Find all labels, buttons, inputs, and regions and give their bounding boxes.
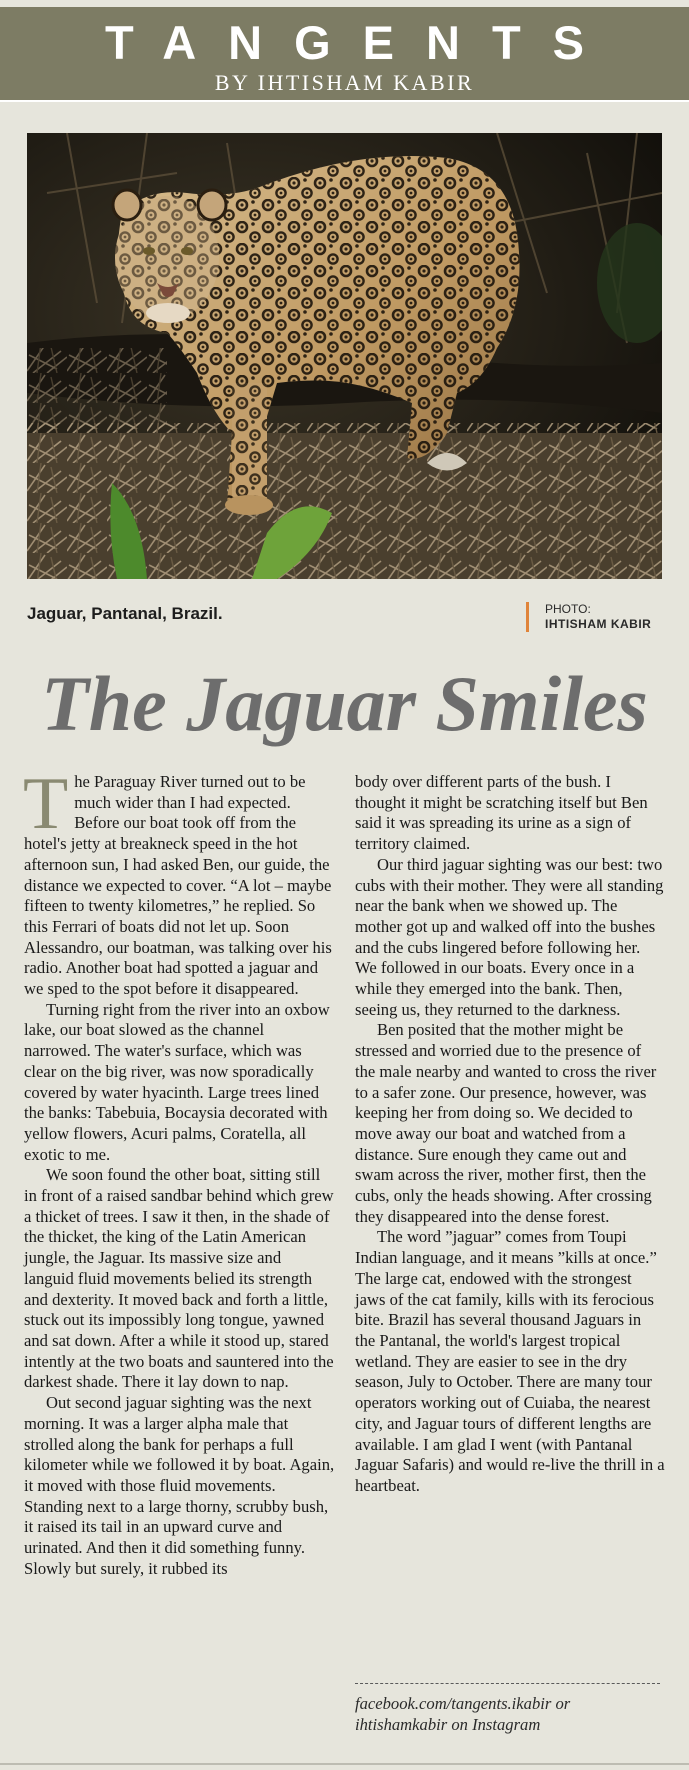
page-bottom-rule <box>0 1763 689 1765</box>
photo-caption: Jaguar, Pantanal, Brazil. <box>27 604 223 623</box>
masthead-divider <box>0 100 689 102</box>
article-column-right <box>355 772 665 1497</box>
footer-divider <box>355 1683 660 1684</box>
masthead <box>0 7 689 100</box>
paragraph: body over different parts of the bush. I thought it might be scratching itself but Ben said it was spreading its urine as a sign of territory claimed. <box>355 772 648 854</box>
photo-credit <box>526 602 651 632</box>
byline: BY IHTISHAM KABIR <box>214 70 475 95</box>
paragraph: Ben posited that the mother might be stressed and worried due to the presence of the male nearby and wanted to cross the river to a safer zone. Our presence, however, was keeping her from doing so. We decided to move away our boat and watched from a distance. Sure enough they came out and swam across the river, mother first, then the cubs, only the heads showing. After crossing they disappeared into the dense forest. <box>355 1020 657 1226</box>
photo-credit-name: IHTISHAM KABIR <box>545 617 652 631</box>
paragraph: The Paraguay River turned out to be much wider than I had expected. Before our boat took off from the hotel's jetty at breakneck speed in the hot afternoon sun, I had asked Ben, our guide, the distance we expected to cover. “A lot – maybe fifteen to twenty kilometres,” he replied. So this Ferrari of boats did not let up. Soon Alessandro, our boatman, was talking over his radio. Another boat had spotted a jaguar and we sped to the spot before it disappeared. <box>23 763 332 999</box>
article-column-left <box>23 763 335 1579</box>
photo-credit-label: PHOTO: <box>545 602 591 616</box>
paragraph: We soon found the other boat, sitting still in front of a raised sandbar behind which grew a thicket of trees. I saw it then, in the shade of the thicket, the king of the Latin American jungle, the Jaguar. Its massive size and languid fluid movements belied its strength and dexterity. It moved back and forth a little, stuck out its impossibly long tongue, yawned and sat down. After a while it stood up, stared intently at the two boats and sauntered into the darkest shade. There it lay down to nap. <box>24 1165 334 1392</box>
article-headline: The Jaguar Smiles <box>41 660 648 747</box>
drop-cap: T <box>23 763 69 845</box>
paragraph: Out second jaguar sighting was the next morning. It was a larger alpha male that strolled along the bank for perhaps a full kilometer while we followed it by boat. Again, it moved with those fluid movements. Standing next to a large thorny, scrubby bush, it raised its tail in an upward curve and urinated. And then it did something funny. Slowly but surely, it rubbed its <box>24 1393 335 1578</box>
social-links: facebook.com/tangents.ikabir or ihtishamkabir on Instagram <box>355 1694 571 1734</box>
paragraph: Our third jaguar sighting was our best: two cubs with their mother. They were all standing near the bank when we showed up. The mother got up and walked off into the bushes and the cubs lingered before following her. We followed in our boats. Every once in a while they emerged into the bank. Then, seeing us, they returned to the darkness. <box>355 854 664 1019</box>
column-title: TANGENTS <box>104 16 616 69</box>
jaguar-photo <box>27 133 662 579</box>
paragraph: Turning right from the river into an oxbow lake, our boat slowed as the channel narrowed. The water's surface, which was clear on the big river, was now sporadically covered by water hyacinth. Large trees lined the banks: Tabebuia, Bocaysia decorated with yellow flowers, Acuri palms, Coratella, all exotic to me. <box>24 999 330 1164</box>
paragraph: The word ”jaguar” comes from Toupi Indian language, and it means ”kills at once.” The large cat, endowed with the strongest jaws of the cat family, kills with its ferocious bite. Brazil has several thousand Jaguars in the Pantanal, the world's largest tropical wetland. They are easier to see in the dry season, July to October. There are many tour operators working out of Cuiaba, the nearest city, and Jaguar tours of different lengths are available. I am glad I went (with Pantanal Jaguar Safaris) and would re-live the thrill in a heartbeat. <box>355 1227 665 1495</box>
